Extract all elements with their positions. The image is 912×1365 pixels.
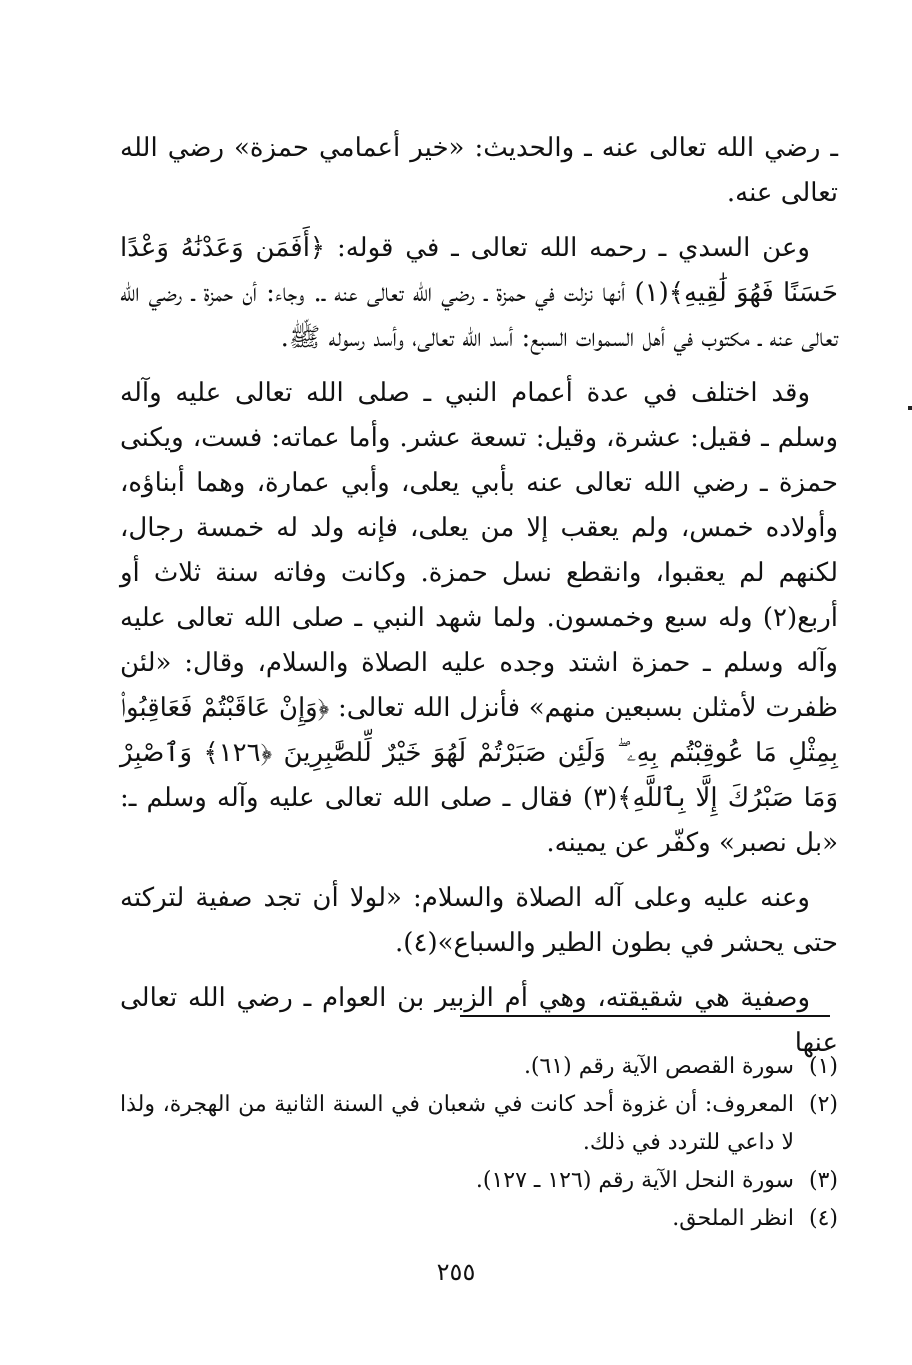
page-body bbox=[120, 126, 838, 1066]
footnote-text: سورة القصص الآية رقم (٦١). bbox=[523, 1054, 794, 1079]
footnote-number: (١) bbox=[808, 1054, 838, 1079]
scan-edge-mark bbox=[908, 406, 912, 410]
footnote-2 bbox=[120, 1086, 838, 1162]
page-number: ٢٥٥ bbox=[436, 1258, 476, 1286]
footnote-number: (٢) bbox=[808, 1092, 838, 1117]
paragraph-3: وقد اختلف في عدة أعمام النبي ـ صلى الله تعالى عليه وآله وسلم ـ فقيل: عشرة، وقيل: تسعة عشر. وأما عماته: فست، ويكنى حمزة ـ رضي الله تعالى عنه بأبي يعلى، وأبي عمارة، وهما أبناؤه، وأولاده خمس، ولم يعقب إلا من يعلى، فإنه ولد له خمسة رجال، لكنهم لم يعقبوا، وانقطع نسل حمزة. وكانت وفاته سنة ثلاث أو أربع(٢) وله سبع وخمسون. ولما شهد النبي ـ صلى الله تعالى عليه وآله وسلم ـ حمزة اشتد وجده عليه الصلاة والسلام، وقال: «لئن ظفرت لأمثلن بسبعين منهم» فأنزل الله تعالى: ﴿وَإِنْ عَاقَبْتُمْ فَعَاقِبُوا۟ بِمِثْلِ مَا عُوقِبْتُم بِهِۦ ۖ وَلَئِن صَبَرْتُمْ لَهُوَ خَيْرٌ لِّلصَّٰبِرِينَ ﴿١٢٦﴾ وَٱصْبِرْ وَمَا صَبْرُكَ إِلَّا بِٱللَّهِ﴾(٣) فقال ـ صلى الله تعالى عليه وآله وسلم ـ: «بل نصبر» وكفّر عن يمينه. bbox=[120, 378, 839, 858]
footnote-text: انظر الملحق. bbox=[672, 1206, 794, 1231]
footnote-text: سورة النحل الآية رقم (١٢٦ ـ ١٢٧). bbox=[475, 1168, 794, 1193]
paragraph-1: ـ رضي الله تعالى عنه ـ والحديث: «خير أعمامي حمزة» رضي الله تعالى عنه. bbox=[120, 133, 838, 208]
paragraph-5: وصفية هي شقيقته، وهي أم الزبير بن العوام ـ رضي الله تعالى عنها bbox=[120, 983, 838, 1058]
paragraph-2: وعن السدي ـ رحمه الله تعالى ـ في قوله: ﴿أَفَمَن وَعَدْنَٰهُ وَعْدًا حَسَنًا فَهُوَ لَٰقِيهِ﴾(١) أنها نزلت في حمزة ـ رضي الله تعالى عنه ـ. وجاء: أن حمزة ـ رضي الله تعالى عنه ـ مكتوب في أهل السموات السبع: أسد الله تعالى، وأسد رسوله ﷺ. bbox=[120, 233, 838, 353]
footnote-3 bbox=[120, 1162, 838, 1200]
footnote-1 bbox=[120, 1048, 838, 1086]
footnote-4 bbox=[120, 1200, 838, 1238]
footnote-number: (٣) bbox=[808, 1168, 838, 1193]
paragraph-4: وعنه عليه وعلى آله الصلاة والسلام: «لولا أن تجد صفية لتركته حتى يحشر في بطون الطير والسباع»(٤). bbox=[120, 883, 838, 958]
footnote-divider bbox=[460, 1015, 830, 1017]
footnote-number: (٤) bbox=[808, 1206, 838, 1231]
footnote-text: المعروف: أن غزوة أحد كانت في شعبان في السنة الثانية من الهجرة، ولذا لا داعي للتردد في ذلك. bbox=[120, 1092, 794, 1155]
footnotes bbox=[120, 1048, 838, 1238]
